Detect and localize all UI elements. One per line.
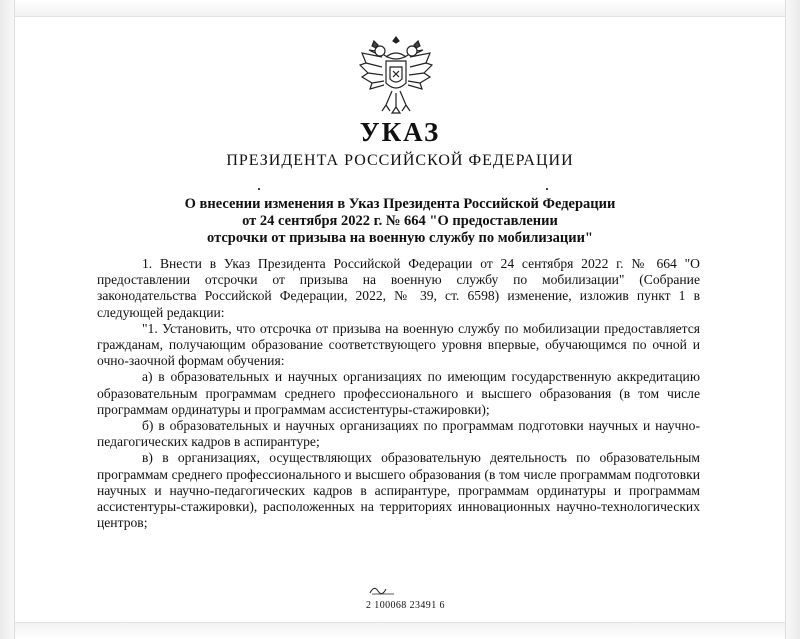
document-subtitle: ПРЕЗИДЕНТА РОССИЙСКОЙ ФЕДЕРАЦИИ xyxy=(226,152,574,169)
decree-heading xyxy=(80,196,720,247)
paragraph: а) в образовательных и научных организациях по имеющим государственную аккредитацию образовательным программам среднего профессионального и высшего образования (в том числе программам ординатуры и программам ассистентуры-стажировки); xyxy=(97,369,700,417)
paragraph: 1. Внести в Указ Президента Российской Федерации от 24 сентября 2022 г. № 664 "О предоставлении отсрочки от призыва на военную службу по мобилизации" (Собрание законодательства Российской Федерации, 2022, № 39, ст. 6598) изменение, изложив пункт 1 в следующей редакции: xyxy=(97,256,700,320)
scan-speck xyxy=(546,188,548,190)
paragraph: б) в образовательных и научных организациях по программам подготовки научных и научно-педагогических кадров в аспирантуре; xyxy=(97,418,700,450)
double-headed-eagle-emblem-icon xyxy=(356,33,436,117)
document-title: УКАЗ xyxy=(359,117,441,147)
heading-line: от 24 сентября 2022 г. № 664 "О предоставлении xyxy=(242,213,558,229)
paragraph: в) в организациях, осуществляющих образовательную деятельность по образовательным программам среднего профессионального и высшего образования (в том числе программам подготовки научных и научно-педагогических кадров в аспирантуре, программам ординатуры и программам ассистентуры-стажировки), расположенных на территориях инновационных научно-технологических центров; xyxy=(97,450,700,531)
scan-speck xyxy=(258,188,260,190)
decree-body xyxy=(97,256,700,531)
stamp-mark-icon xyxy=(368,583,398,595)
window-frame-top xyxy=(0,0,800,17)
paragraph: "1. Установить, что отсрочка от призыва на военную службу по мобилизации предоставляется гражданам, получающим образование соответствующего уровня впервые, обучающимся по очной и очно-заочной формам обучения: xyxy=(97,320,700,369)
heading-line: О внесении изменения в Указ Президента Российской Федерации xyxy=(184,196,616,212)
window-frame-bottom xyxy=(0,622,800,639)
window-frame-left xyxy=(0,0,15,639)
heading-line: отсрочки от призыва на военную службу по мобилизации" xyxy=(207,230,593,246)
window-frame-right xyxy=(785,0,800,639)
barcode-number: 2 100068 23491 6 xyxy=(366,600,445,611)
